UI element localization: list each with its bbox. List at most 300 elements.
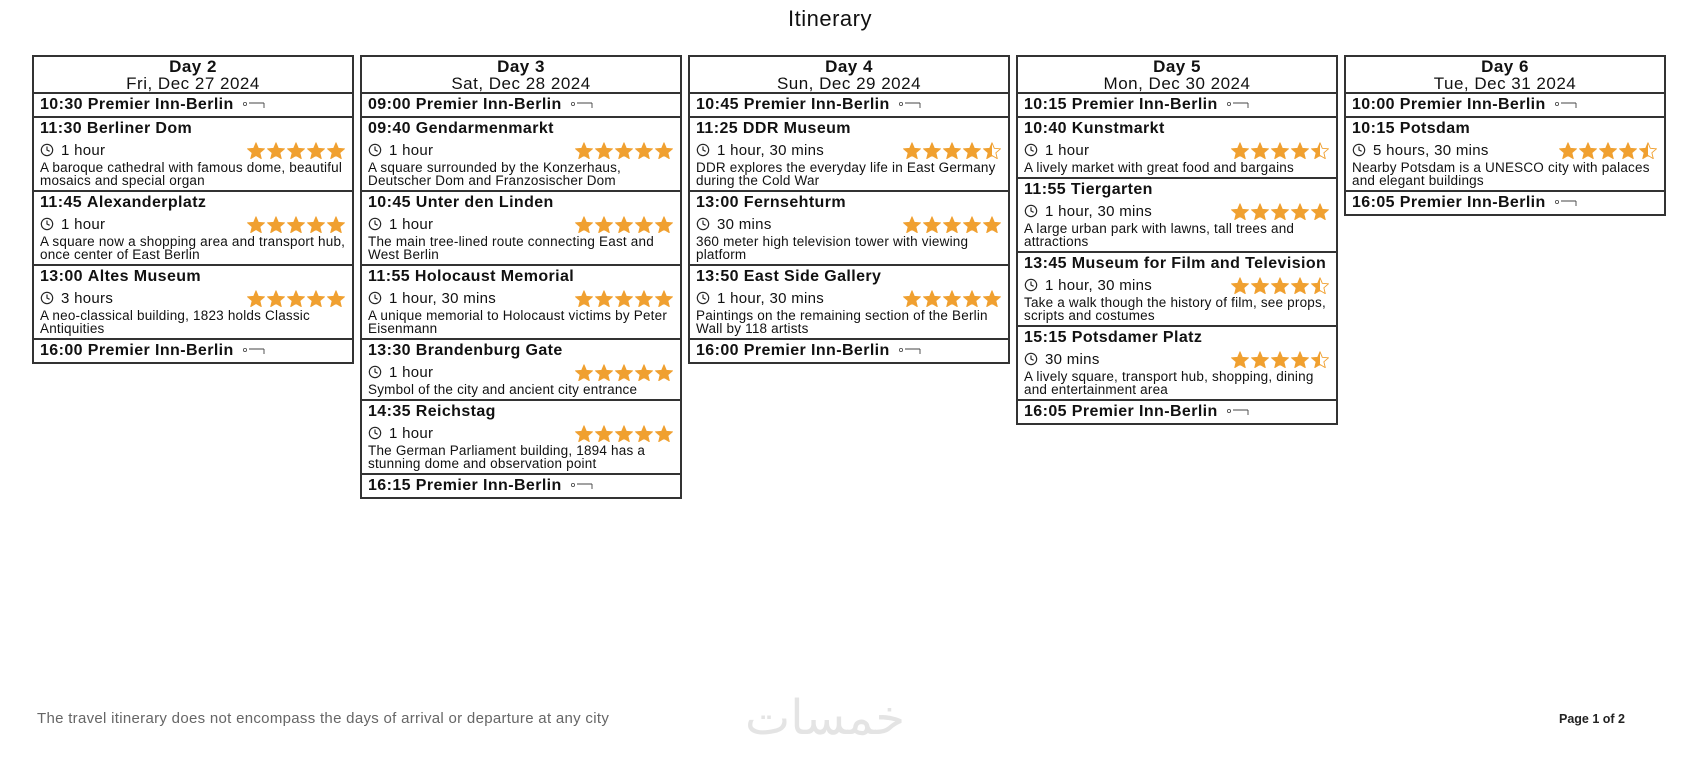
star-full-icon [962, 216, 982, 233]
star-full-icon [1578, 142, 1598, 159]
footer-note: The travel itinerary does not encompass the days of arrival or departure at any city [37, 710, 610, 727]
duration-text: 1 hour, 30 mins [389, 289, 497, 307]
duration-rating-line [1024, 201, 1330, 221]
attraction-entry[interactable] [690, 266, 1008, 340]
rating-stars [574, 142, 674, 159]
day-column [1344, 55, 1666, 216]
star-half-icon [1310, 351, 1330, 368]
day-number: Day 3 [497, 57, 545, 76]
attraction-name: Holocaust Memorial [414, 268, 575, 285]
attraction-entry[interactable] [34, 266, 352, 340]
star-full-icon [654, 290, 674, 307]
attraction-entry[interactable] [1018, 327, 1336, 401]
duration-text: 1 hour, 30 mins [1045, 202, 1153, 220]
duration-text: 1 hour [389, 424, 434, 442]
star-full-icon [922, 290, 942, 307]
star-full-icon [634, 216, 654, 233]
star-full-icon [574, 290, 594, 307]
entry-time: 16:00 [40, 342, 83, 359]
hotel-entry[interactable] [1018, 401, 1336, 423]
attraction-description: A lively square, transport hub, shopping, dining and entertainment area [1024, 369, 1314, 397]
hotel-entry[interactable] [1018, 94, 1336, 118]
attraction-description: Take a walk though the history of film, see props, scripts and costumes [1024, 295, 1326, 323]
star-full-icon [306, 290, 326, 307]
attraction-name: DDR Museum [742, 120, 851, 137]
star-full-icon [1290, 351, 1310, 368]
star-full-icon [654, 142, 674, 159]
star-full-icon [594, 364, 614, 381]
star-full-icon [266, 216, 286, 233]
entry-time: 16:05 [1352, 194, 1395, 211]
star-full-icon [654, 425, 674, 442]
star-full-icon [1598, 142, 1618, 159]
duration-rating-line [368, 140, 674, 160]
attraction-title [40, 194, 346, 212]
duration [368, 364, 433, 381]
attraction-name: Alexanderplatz [86, 194, 207, 211]
star-full-icon [574, 425, 594, 442]
star-full-icon [574, 142, 594, 159]
duration [40, 216, 105, 233]
duration-text: 30 mins [1045, 350, 1100, 368]
attraction-description: A lively market with great food and bargains [1024, 160, 1294, 175]
star-full-icon [634, 425, 654, 442]
star-full-icon [1290, 203, 1310, 220]
hotel-entry[interactable] [690, 94, 1008, 118]
watermark-logo: خمسات [745, 690, 906, 746]
star-full-icon [1270, 277, 1290, 294]
attraction-title [40, 120, 346, 138]
clock-icon [368, 143, 382, 157]
hotel-name: Premier Inn-Berlin [743, 96, 890, 113]
entry-time: 09:00 [368, 96, 411, 113]
entry-time: 10:30 [40, 96, 83, 113]
star-full-icon [962, 142, 982, 159]
hotel-entry[interactable] [362, 94, 680, 118]
duration [40, 290, 113, 307]
duration-text: 1 hour [389, 363, 434, 381]
entry-time: 15:15 [1024, 329, 1067, 346]
day-header [690, 57, 1008, 94]
duration-rating-line [40, 288, 346, 308]
star-full-icon [902, 290, 922, 307]
star-full-icon [1230, 277, 1250, 294]
rating-stars [246, 142, 346, 159]
attraction-title [1024, 255, 1330, 273]
star-full-icon [1290, 277, 1310, 294]
star-full-icon [1290, 142, 1310, 159]
duration [1024, 142, 1089, 159]
clock-icon [1024, 143, 1038, 157]
attraction-description: A unique memorial to Holocaust victims by Peter Eisenmann [368, 308, 668, 336]
page-title: Itinerary [788, 6, 872, 31]
attraction-description: A neo-classical building, 1823 holds Classic Antiquities [40, 308, 310, 336]
entry-time: 11:30 [40, 120, 83, 137]
duration-rating-line [1024, 275, 1330, 295]
attraction-name: Gendarmenmarkt [415, 120, 554, 137]
star-half-icon [1310, 277, 1330, 294]
star-full-icon [1270, 203, 1290, 220]
attraction-entry[interactable] [690, 118, 1008, 192]
star-full-icon [1250, 351, 1270, 368]
duration [1352, 142, 1489, 159]
clock-icon [368, 217, 382, 231]
star-full-icon [1250, 277, 1270, 294]
day-header [362, 57, 680, 94]
duration-rating-line [368, 423, 674, 443]
entry-time: 11:55 [368, 268, 411, 285]
attraction-title [696, 268, 1002, 286]
attraction-description: Nearby Potsdam is a UNESCO city with palaces and elegant buildings [1352, 160, 1650, 188]
attraction-entry[interactable] [690, 192, 1008, 266]
entry-time: 10:15 [1024, 96, 1067, 113]
bed-icon [1554, 101, 1578, 109]
rating-stars [902, 290, 1002, 307]
duration-text: 1 hour [61, 141, 106, 159]
hotel-entry[interactable] [34, 340, 352, 362]
bed-icon [1226, 101, 1250, 109]
attraction-entry[interactable] [34, 118, 352, 192]
attraction-entry[interactable] [1018, 253, 1336, 327]
duration-rating-line [368, 214, 674, 234]
hotel-name-line [40, 96, 346, 114]
duration-rating-line [696, 214, 1002, 234]
star-full-icon [1230, 203, 1250, 220]
hotel-name: Premier Inn-Berlin [87, 96, 234, 113]
hotel-entry[interactable] [34, 94, 352, 118]
hotel-name: Premier Inn-Berlin [1071, 403, 1218, 420]
star-full-icon [594, 290, 614, 307]
attraction-title [368, 342, 674, 360]
star-full-icon [942, 142, 962, 159]
attraction-entry[interactable] [1018, 118, 1336, 179]
attraction-title [368, 120, 674, 138]
duration-text: 30 mins [717, 215, 772, 233]
attraction-description: A square now a shopping area and transport hub, once center of East Berlin [40, 234, 346, 262]
bed-icon [242, 101, 266, 109]
day-number: Day 2 [169, 57, 217, 76]
star-full-icon [1558, 142, 1578, 159]
attraction-entry[interactable] [362, 401, 680, 475]
star-full-icon [306, 216, 326, 233]
duration-text: 3 hours [61, 289, 114, 307]
rating-stars [1230, 142, 1330, 159]
hotel-name: Premier Inn-Berlin [415, 477, 562, 494]
duration-rating-line [1352, 140, 1658, 160]
duration [368, 425, 433, 442]
attraction-entry[interactable] [362, 118, 680, 192]
star-full-icon [326, 142, 346, 159]
duration [1024, 351, 1100, 368]
star-full-icon [286, 216, 306, 233]
rating-stars [574, 425, 674, 442]
star-full-icon [326, 216, 346, 233]
attraction-description: Symbol of the city and ancient city entrance [368, 382, 638, 397]
attraction-title [368, 403, 674, 421]
rating-stars [574, 290, 674, 307]
star-full-icon [902, 216, 922, 233]
attraction-title [696, 120, 1002, 138]
clock-icon [368, 365, 382, 379]
clock-icon [368, 426, 382, 440]
rating-stars [574, 364, 674, 381]
duration-rating-line [368, 362, 674, 382]
star-full-icon [614, 425, 634, 442]
star-full-icon [246, 142, 266, 159]
entry-time: 13:00 [696, 194, 739, 211]
star-full-icon [594, 216, 614, 233]
hotel-name: Premier Inn-Berlin [87, 342, 234, 359]
day-date: Tue, Dec 31 2024 [1433, 74, 1577, 93]
bed-icon [570, 482, 594, 490]
attraction-description: A square surrounded by the Konzerhaus, Deutscher Dom and Franzosischer Dom [368, 160, 622, 188]
attraction-title [1352, 120, 1658, 138]
clock-icon [1024, 278, 1038, 292]
attraction-description: 360 meter high television tower with viewing platform [696, 234, 969, 262]
star-full-icon [306, 142, 326, 159]
attraction-title [368, 268, 674, 286]
attraction-description: A baroque cathedral with famous dome, beautiful mosaics and special organ [40, 160, 343, 188]
entry-time: 10:00 [1352, 96, 1395, 113]
rating-stars [1230, 277, 1330, 294]
star-full-icon [246, 290, 266, 307]
entry-time: 16:00 [696, 342, 739, 359]
entry-time: 11:25 [696, 120, 739, 137]
rating-stars [902, 142, 1002, 159]
attraction-name: Museum for Film and Television [1071, 255, 1327, 272]
star-full-icon [634, 142, 654, 159]
duration [368, 142, 433, 159]
hotel-entry[interactable] [690, 340, 1008, 362]
duration-rating-line [368, 288, 674, 308]
hotel-name: Premier Inn-Berlin [1399, 194, 1546, 211]
star-full-icon [1270, 351, 1290, 368]
attraction-name: Berliner Dom [86, 120, 193, 137]
rating-stars [574, 216, 674, 233]
attraction-description: The German Parliament building, 1894 has a stunning dome and observation point [368, 443, 646, 471]
day-number: Day 4 [825, 57, 873, 76]
clock-icon [696, 143, 710, 157]
bed-icon [242, 347, 266, 355]
attraction-title [1024, 120, 1330, 138]
star-full-icon [634, 290, 654, 307]
hotel-name-line [696, 96, 1002, 114]
attraction-name: Fernsehturm [743, 194, 846, 211]
star-full-icon [326, 290, 346, 307]
star-full-icon [942, 216, 962, 233]
duration-text: 1 hour [389, 215, 434, 233]
attraction-entry[interactable] [1346, 118, 1664, 192]
attraction-description: The main tree-lined route connecting East and West Berlin [368, 234, 654, 262]
attraction-title [1024, 329, 1330, 347]
attraction-title [1024, 181, 1330, 199]
entry-time: 13:45 [1024, 255, 1067, 272]
clock-icon [1024, 204, 1038, 218]
clock-icon [696, 217, 710, 231]
attraction-name: Altes Museum [87, 268, 202, 285]
duration-text: 1 hour [61, 215, 106, 233]
attraction-name: Potsdam [1399, 120, 1471, 137]
attraction-name: Kunstmarkt [1071, 120, 1165, 137]
entry-time: 09:40 [368, 120, 411, 137]
day-column [1016, 55, 1338, 425]
hotel-name: Premier Inn-Berlin [743, 342, 890, 359]
entry-time: 16:05 [1024, 403, 1067, 420]
duration-rating-line [1024, 140, 1330, 160]
duration-text: 1 hour [389, 141, 434, 159]
bed-icon [1554, 199, 1578, 207]
rating-stars [246, 290, 346, 307]
star-full-icon [1250, 142, 1270, 159]
day-date: Fri, Dec 27 2024 [126, 74, 260, 93]
entry-time: 10:45 [696, 96, 739, 113]
hotel-entry[interactable] [1346, 192, 1664, 214]
clock-icon [40, 143, 54, 157]
attraction-name: Unter den Linden [415, 194, 554, 211]
duration-text: 1 hour, 30 mins [717, 141, 825, 159]
entry-time: 10:40 [1024, 120, 1067, 137]
star-full-icon [594, 142, 614, 159]
attraction-entry[interactable] [34, 192, 352, 266]
day-header [34, 57, 352, 94]
entry-time: 10:15 [1352, 120, 1395, 137]
day-column [360, 55, 682, 499]
hotel-name-line [1352, 96, 1658, 114]
day-header [1346, 57, 1664, 94]
hotel-entry[interactable] [1346, 94, 1664, 118]
star-full-icon [1270, 142, 1290, 159]
duration [696, 216, 772, 233]
attraction-entry[interactable] [362, 340, 680, 401]
star-full-icon [286, 290, 306, 307]
duration-rating-line [40, 214, 346, 234]
duration-text: 1 hour, 30 mins [717, 289, 825, 307]
attraction-description: Paintings on the remaining section of the Berlin Wall by 118 artists [696, 308, 988, 336]
entry-time: 14:35 [368, 403, 411, 420]
star-full-icon [594, 425, 614, 442]
star-full-icon [634, 364, 654, 381]
hotel-name-line [1024, 403, 1330, 421]
day-column [32, 55, 354, 364]
duration-text: 1 hour [1045, 141, 1090, 159]
hotel-name-line [1024, 96, 1330, 114]
day-column [688, 55, 1010, 364]
star-full-icon [1310, 203, 1330, 220]
star-full-icon [286, 142, 306, 159]
duration [696, 290, 824, 307]
star-full-icon [982, 290, 1002, 307]
attraction-name: Reichstag [415, 403, 496, 420]
hotel-name-line [368, 96, 674, 114]
page-number: Page 1 of 2 [1559, 712, 1625, 726]
attraction-name: Potsdamer Platz [1071, 329, 1203, 346]
entry-time: 11:45 [40, 194, 83, 211]
clock-icon [696, 291, 710, 305]
star-half-icon [982, 142, 1002, 159]
attraction-description: DDR explores the everyday life in East Germany during the Cold War [696, 160, 996, 188]
attraction-description: A large urban park with lawns, tall trees and attractions [1024, 221, 1295, 249]
star-full-icon [614, 216, 634, 233]
hotel-name-line [368, 477, 674, 495]
star-full-icon [614, 290, 634, 307]
star-full-icon [1230, 351, 1250, 368]
star-full-icon [922, 216, 942, 233]
rating-stars [1230, 203, 1330, 220]
day-number: Day 5 [1153, 57, 1201, 76]
rating-stars [246, 216, 346, 233]
attraction-title [40, 268, 346, 286]
clock-icon [368, 291, 382, 305]
duration [368, 216, 433, 233]
entry-time: 16:15 [368, 477, 411, 494]
attraction-entry[interactable] [362, 266, 680, 340]
clock-icon [1352, 143, 1366, 157]
day-date: Sun, Dec 29 2024 [776, 74, 922, 93]
bed-icon [570, 101, 594, 109]
star-half-icon [1638, 142, 1658, 159]
star-full-icon [266, 142, 286, 159]
bed-icon [898, 347, 922, 355]
attraction-title [368, 194, 674, 212]
hotel-entry[interactable] [362, 475, 680, 497]
star-full-icon [1618, 142, 1638, 159]
duration [1024, 277, 1152, 294]
star-full-icon [962, 290, 982, 307]
star-full-icon [1230, 142, 1250, 159]
duration-rating-line [696, 288, 1002, 308]
rating-stars [1230, 351, 1330, 368]
entry-time: 13:00 [40, 268, 83, 285]
bed-icon [898, 101, 922, 109]
duration [696, 142, 824, 159]
entry-time: 11:55 [1024, 181, 1067, 198]
duration [40, 142, 105, 159]
attraction-entry[interactable] [362, 192, 680, 266]
star-full-icon [922, 142, 942, 159]
entry-time: 13:50 [696, 268, 739, 285]
duration-rating-line [1024, 349, 1330, 369]
star-full-icon [574, 364, 594, 381]
star-full-icon [266, 290, 286, 307]
hotel-name: Premier Inn-Berlin [1399, 96, 1546, 113]
attraction-name: Brandenburg Gate [415, 342, 563, 359]
bed-icon [1226, 408, 1250, 416]
duration [1024, 203, 1152, 220]
clock-icon [40, 291, 54, 305]
star-full-icon [654, 364, 674, 381]
attraction-entry[interactable] [1018, 179, 1336, 253]
star-full-icon [614, 142, 634, 159]
entry-time: 13:30 [368, 342, 411, 359]
duration-rating-line [40, 140, 346, 160]
day-date: Sat, Dec 28 2024 [451, 74, 591, 93]
attraction-name: East Side Gallery [743, 268, 882, 285]
hotel-name-line [696, 342, 1002, 360]
day-date: Mon, Dec 30 2024 [1103, 74, 1251, 93]
clock-icon [1024, 352, 1038, 366]
attraction-name: Tiergarten [1070, 181, 1153, 198]
clock-icon [40, 217, 54, 231]
duration [368, 290, 496, 307]
attraction-title [696, 194, 1002, 212]
rating-stars [1558, 142, 1658, 159]
entry-time: 10:45 [368, 194, 411, 211]
duration-text: 5 hours, 30 mins [1373, 141, 1489, 159]
star-full-icon [246, 216, 266, 233]
star-full-icon [574, 216, 594, 233]
hotel-name-line [1352, 194, 1658, 212]
day-number: Day 6 [1481, 57, 1529, 76]
